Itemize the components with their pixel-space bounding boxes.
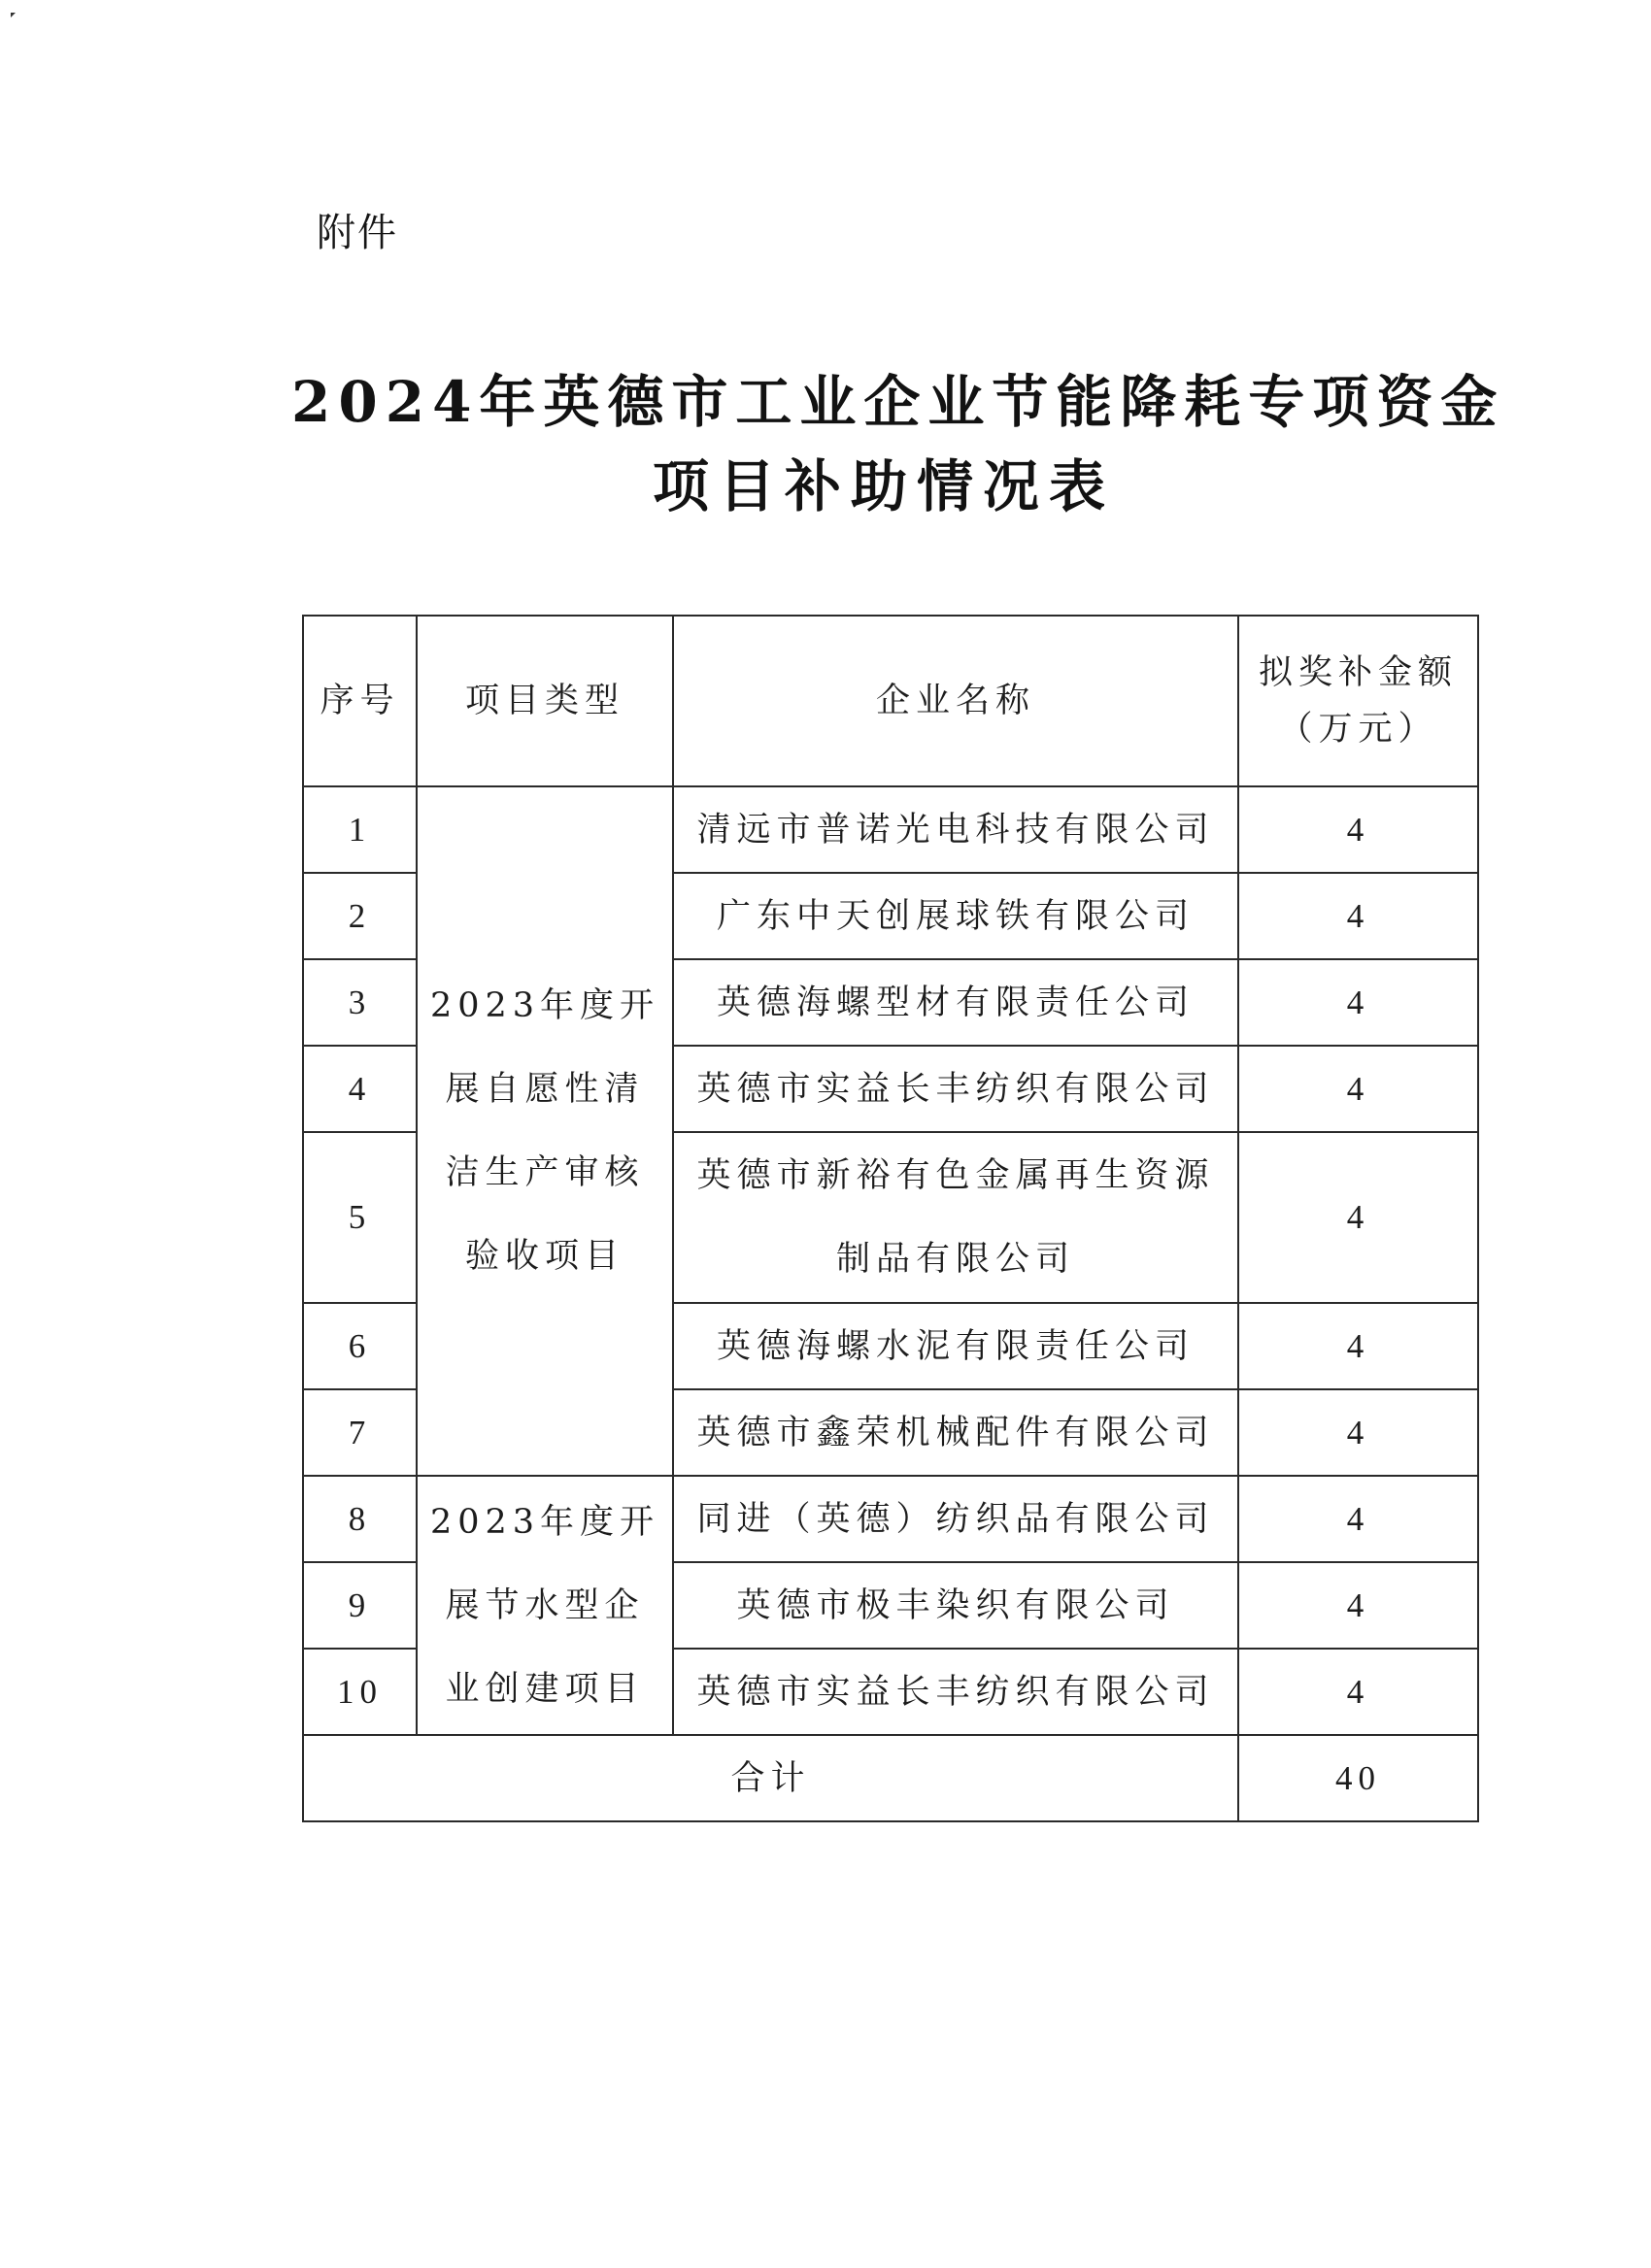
project-type-cell — [417, 786, 673, 1476]
header-project-type: 项目类型 — [417, 616, 673, 786]
company-name: 英德海螺水泥有限责任公司 — [673, 1303, 1238, 1389]
amount: 4 — [1238, 1389, 1478, 1476]
project-type-cell — [417, 1476, 673, 1735]
document-title-line-2: 项目补助情况表 — [652, 453, 1115, 519]
row-seq: 1 — [303, 786, 417, 873]
amount: 4 — [1238, 873, 1478, 959]
table-row — [303, 1476, 1478, 1562]
total-row — [303, 1735, 1478, 1821]
amount: 4 — [1238, 786, 1478, 873]
company-name: 清远市普诺光电科技有限公司 — [673, 786, 1238, 873]
project-type-line: 洁生产审核 — [445, 1153, 645, 1192]
project-type-line: 2023年度开 — [429, 986, 660, 1025]
company-name: 英德市极丰染织有限公司 — [673, 1562, 1238, 1649]
company-name: 英德市实益长丰纺织有限公司 — [673, 1649, 1238, 1735]
row-seq: 9 — [303, 1562, 417, 1649]
company-name: 英德市实益长丰纺织有限公司 — [673, 1046, 1238, 1132]
table-row — [303, 786, 1478, 873]
header-amount-label: 拟奖补金额 — [1258, 653, 1458, 692]
company-name — [673, 1132, 1238, 1303]
company-name: 英德海螺型材有限责任公司 — [673, 959, 1238, 1046]
amount: 4 — [1238, 959, 1478, 1046]
project-type-line: 展节水型企 — [445, 1585, 645, 1625]
scan-artifact — [11, 13, 16, 17]
project-type-line: 业创建项目 — [445, 1669, 645, 1709]
total-label: 合计 — [303, 1735, 1238, 1821]
amount: 4 — [1238, 1562, 1478, 1649]
company-name-line: 英德市新裕有色金属再生资源 — [696, 1156, 1215, 1195]
header-company-name: 企业名称 — [673, 616, 1238, 786]
project-type-line: 2023年度开 — [429, 1502, 660, 1542]
header-amount-unit: （万元） — [1278, 710, 1438, 749]
row-seq: 10 — [303, 1649, 417, 1735]
row-seq: 8 — [303, 1476, 417, 1562]
row-seq: 3 — [303, 959, 417, 1046]
row-seq: 4 — [303, 1046, 417, 1132]
row-seq: 7 — [303, 1389, 417, 1476]
attachment-label: 附件 — [317, 211, 398, 255]
header-seq: 序号 — [303, 616, 417, 786]
company-name: 同进（英德）纺织品有限公司 — [673, 1476, 1238, 1562]
project-type-line: 验收项目 — [464, 1237, 624, 1276]
header-amount — [1238, 616, 1478, 786]
document-title-line-1: 2024年英德市工业企业节能降耗专项资金 — [291, 369, 1505, 435]
subsidy-table — [302, 615, 1479, 1822]
company-name: 广东中天创展球铁有限公司 — [673, 873, 1238, 959]
amount: 4 — [1238, 1303, 1478, 1389]
company-name-line: 制品有限公司 — [835, 1240, 1075, 1279]
total-amount: 40 — [1238, 1735, 1478, 1821]
row-seq: 5 — [303, 1132, 417, 1303]
company-name: 英德市鑫荣机械配件有限公司 — [673, 1389, 1238, 1476]
project-type-line: 展自愿性清 — [445, 1070, 645, 1109]
row-seq: 6 — [303, 1303, 417, 1389]
amount: 4 — [1238, 1132, 1478, 1303]
amount: 4 — [1238, 1476, 1478, 1562]
amount: 4 — [1238, 1649, 1478, 1735]
row-seq: 2 — [303, 873, 417, 959]
table-header-row — [303, 616, 1478, 786]
amount: 4 — [1238, 1046, 1478, 1132]
